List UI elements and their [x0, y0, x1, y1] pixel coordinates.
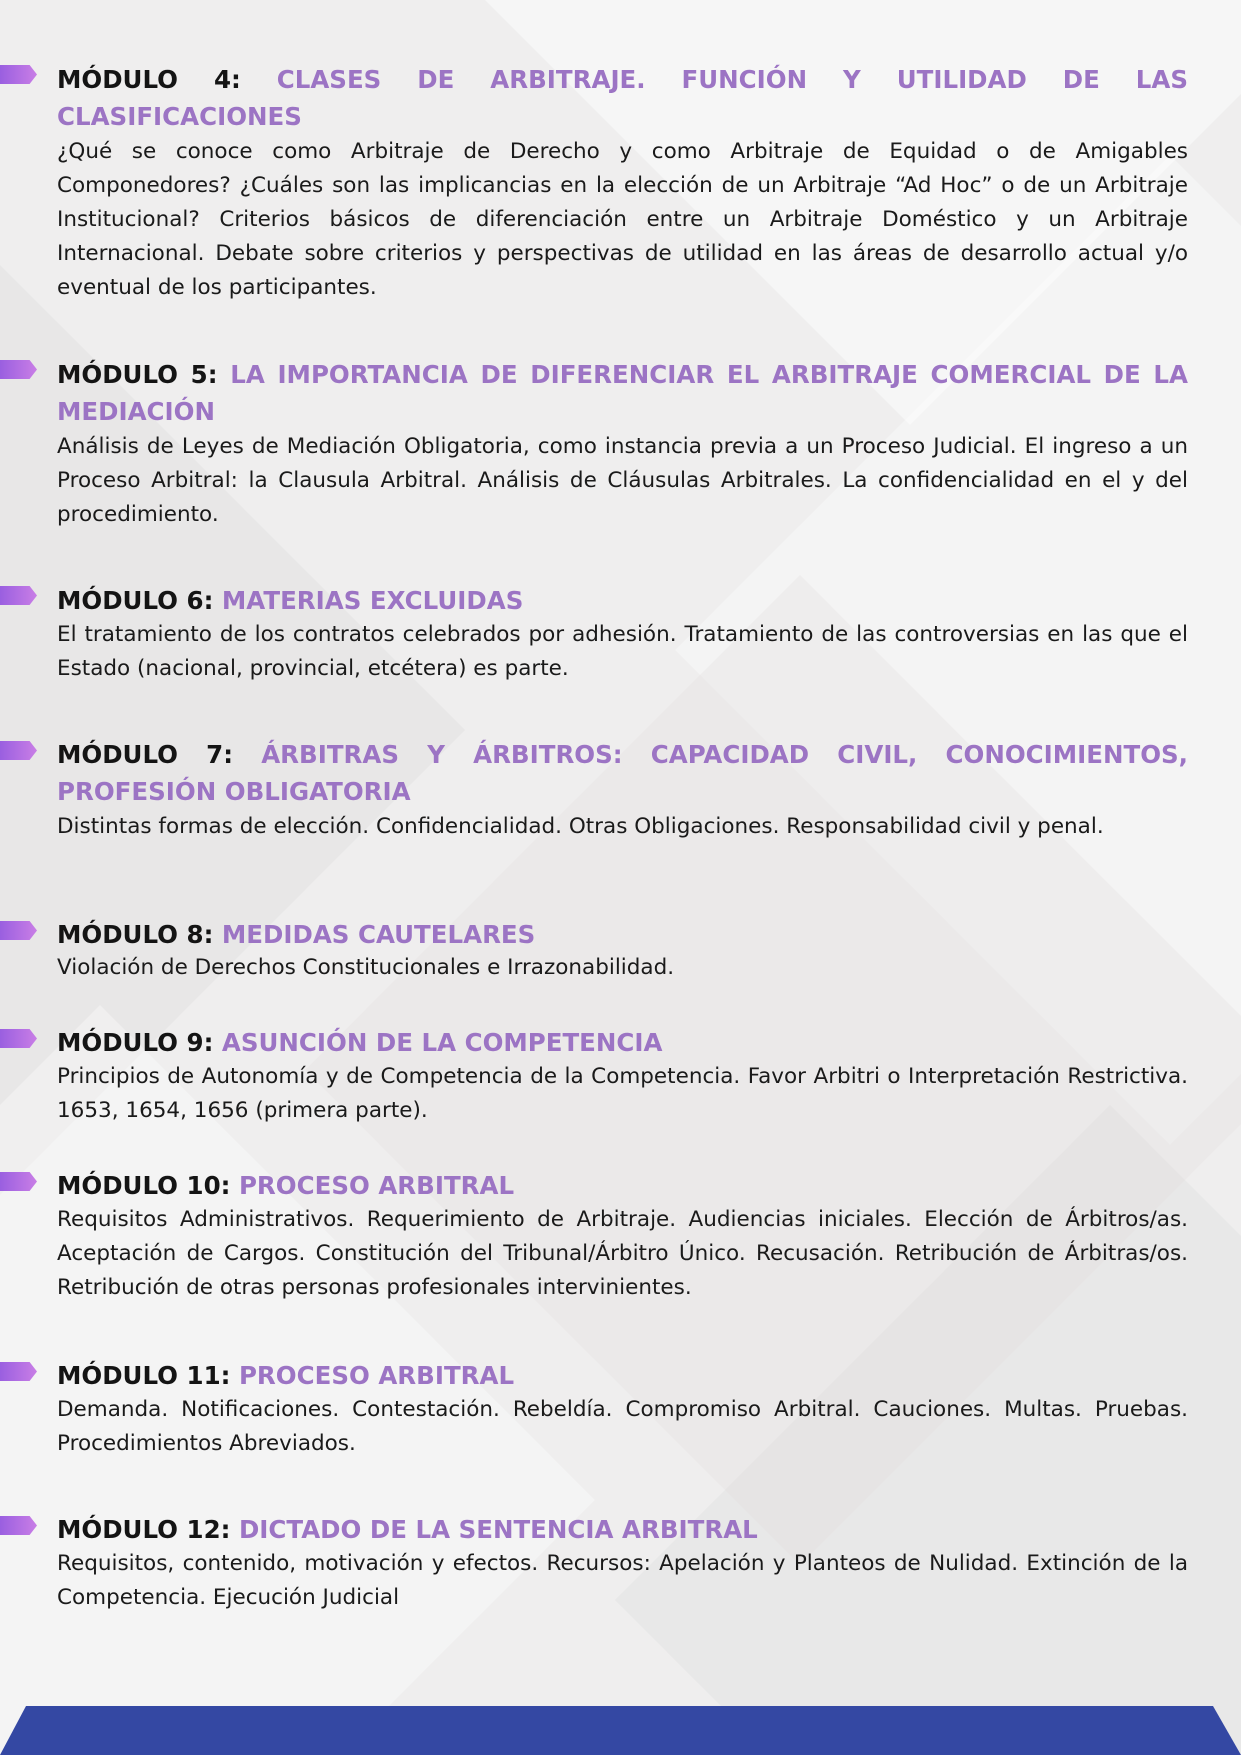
- module-title: MEDIDAS CAUTELARES: [221, 920, 536, 949]
- module-marker-icon: [0, 586, 37, 605]
- footer-bar: [0, 1706, 1241, 1755]
- module-heading: [57, 916, 1188, 953]
- module-heading: [57, 582, 1188, 619]
- module-title: DICTADO DE LA SENTENCIA ARBITRAL: [238, 1515, 758, 1544]
- module-label: MÓDULO 6:: [57, 586, 214, 615]
- module-label: MÓDULO 11:: [57, 1361, 231, 1390]
- module-description: Principios de Autonomía y de Competencia de la Competencia. Favor Arbitri o Interpretación Restrictiva. 1653, 1654, 1656 (primera parte).: [57, 1064, 1188, 1123]
- module-marker-icon: [0, 921, 37, 940]
- module-marker-icon: [0, 1029, 37, 1048]
- module-heading: [57, 1511, 1188, 1548]
- module-description: Violación de Derechos Constitucionales e Irrazonabilidad.: [57, 955, 675, 980]
- module-heading: [57, 1024, 1188, 1061]
- module-title: PROCESO ARBITRAL: [238, 1171, 515, 1200]
- module-description: El tratamiento de los contratos celebrados por adhesión. Tratamiento de las controversias en las que el Estado (nacional, provincial, etcétera) es parte.: [57, 622, 1188, 681]
- module-heading: [57, 736, 1188, 810]
- module-label: MÓDULO 10:: [57, 1171, 231, 1200]
- module-label: MÓDULO 5:: [57, 360, 218, 389]
- module-description: Requisitos, contenido, motivación y efectos. Recursos: Apelación y Planteos de Nulidad. Extinción de la Competencia. Ejecución Judicial: [57, 1551, 1188, 1610]
- module-marker-icon: [0, 1172, 37, 1191]
- module-title: PROCESO ARBITRAL: [238, 1361, 515, 1390]
- module-title: ÁRBITRAS Y ÁRBITROS: CAPACIDAD CIVIL, CONOCIMIENTOS, PROFESIÓN OBLIGATORIA: [57, 740, 1188, 806]
- module-heading: [57, 1357, 1188, 1394]
- module-marker-icon: [0, 1362, 37, 1381]
- module-title: MATERIAS EXCLUIDAS: [221, 586, 524, 615]
- module-marker-icon: [0, 65, 37, 84]
- module-description: Distintas formas de elección. Confidencialidad. Otras Obligaciones. Responsabilidad civil y penal.: [57, 814, 1104, 839]
- module-label: MÓDULO 12:: [57, 1515, 231, 1544]
- module-marker-icon: [0, 360, 37, 379]
- module-description: Análisis de Leyes de Mediación Obligatoria, como instancia previa a un Proceso Judicial. El ingreso a un Proceso Arbitral: la Clausula Arbitral. Análisis de Cláusulas Arbitrales. La confidencialidad en el y del procedimiento.: [57, 434, 1188, 527]
- module-description: Requisitos Administrativos. Requerimiento de Arbitraje. Audiencias iniciales. Elección de Árbitros/as. Aceptación de Cargos. Constitución del Tribunal/Árbitro Único. Recusación. Retribución de Árbitras/os. Retribución de otras personas profesionales intervinientes.: [57, 1207, 1188, 1300]
- module-title: CLASES DE ARBITRAJE. FUNCIÓN Y UTILIDAD DE LAS CLASIFICACIONES: [57, 65, 1188, 131]
- module-heading: [57, 61, 1188, 135]
- module-title: LA IMPORTANCIA DE DIFERENCIAR EL ARBITRAJE COMERCIAL DE LA MEDIACIÓN: [57, 360, 1188, 426]
- module-marker-icon: [0, 1516, 37, 1535]
- module-heading: [57, 356, 1188, 430]
- module-marker-icon: [0, 741, 37, 760]
- module-heading: [57, 1167, 1188, 1204]
- module-description: Demanda. Notificaciones. Contestación. Rebeldía. Compromiso Arbitral. Cauciones. Multas. Pruebas. Procedimientos Abreviados.: [57, 1397, 1188, 1456]
- module-label: MÓDULO 7:: [57, 740, 234, 769]
- module-label: MÓDULO 8:: [57, 920, 214, 949]
- module-title: ASUNCIÓN DE LA COMPETENCIA: [221, 1028, 663, 1057]
- module-description: ¿Qué se conoce como Arbitraje de Derecho y como Arbitraje de Equidad o de Amigables Componedores? ¿Cuáles son las implicancias en la elección de un Arbitraje “Ad Hoc” o de un Arbitraje Institucional? Criterios básicos de diferenciación entre un Arbitraje Doméstico y un Arbitraje Internacional. Debate sobre criterios y perspectivas de utilidad en las áreas de desarrollo actual y/o eventual de los participantes.: [57, 139, 1188, 300]
- module-label: MÓDULO 4:: [57, 65, 241, 94]
- module-label: MÓDULO 9:: [57, 1028, 214, 1057]
